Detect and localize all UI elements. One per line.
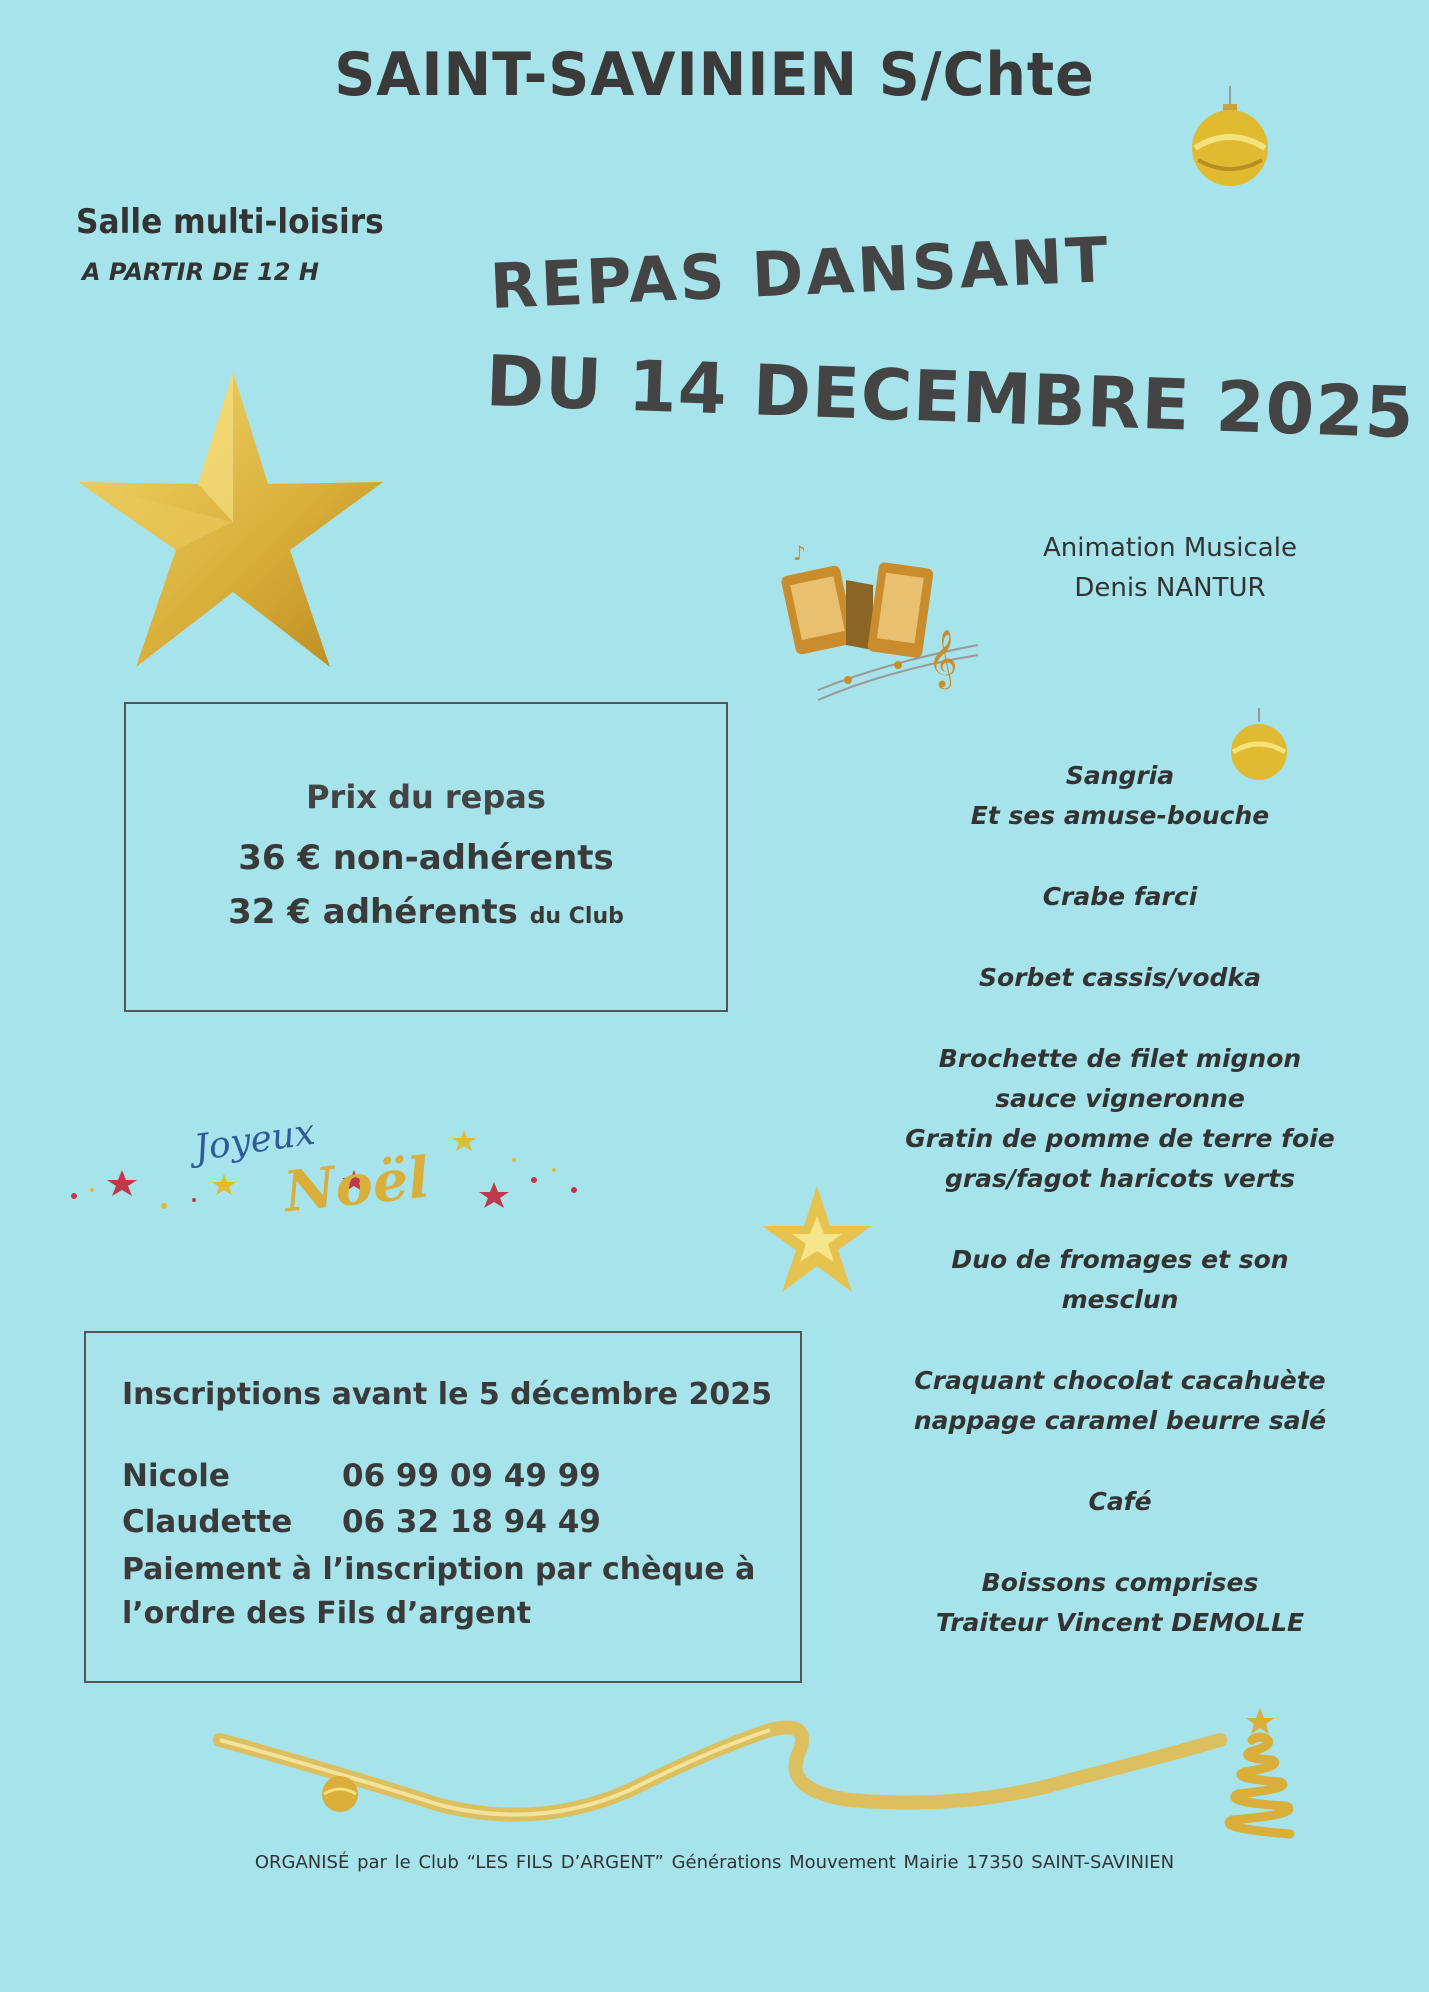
menu-item	[840, 1563, 1400, 1643]
menu-item	[840, 1482, 1400, 1522]
contact-row	[122, 1504, 800, 1540]
ribbon-icon	[210, 1710, 1230, 1840]
menu-line: Crabe farci	[1042, 882, 1198, 911]
gold-star-icon	[78, 372, 388, 672]
menu-line: nappage caramel beurre salé	[913, 1406, 1327, 1435]
price-box	[124, 702, 728, 1012]
event-date: DU 14 DECEMBRE 2025	[484, 340, 1417, 455]
start-time: A PARTIR DE 12 H	[82, 258, 319, 286]
menu-line: Craquant chocolat cacahuète	[914, 1366, 1326, 1395]
menu-item	[840, 1361, 1400, 1441]
menu-item	[840, 877, 1400, 917]
joyeux-noel-greeting	[54, 1110, 594, 1240]
menu-line: sauce vigneronne	[995, 1084, 1245, 1113]
menu-item	[840, 1039, 1400, 1199]
price-members: 32 € adhérents	[228, 892, 518, 932]
menu-item	[840, 1240, 1400, 1320]
event-headline: REPAS DANSANT	[488, 222, 1113, 323]
christmas-ornament-icon	[1180, 86, 1280, 196]
contact-name: Claudette	[122, 1504, 293, 1540]
menu-item	[840, 958, 1400, 998]
contact-row	[122, 1458, 800, 1494]
greeting-joyeux: Joyeux	[191, 1111, 318, 1170]
price-title: Prix du repas	[306, 778, 546, 816]
registration-title: Inscriptions avant le 5 décembre 2025	[122, 1377, 772, 1412]
greeting-noel: Noël	[280, 1144, 433, 1226]
price-members-line	[126, 892, 726, 932]
menu-line: Café	[1088, 1487, 1152, 1516]
registration-box	[84, 1331, 802, 1683]
menu-line: Et ses amuse-bouche	[970, 801, 1270, 830]
menu-list	[840, 756, 1400, 1684]
contact-name: Nicole	[122, 1458, 230, 1494]
menu-line: Gratin de pomme de terre foie	[905, 1124, 1335, 1153]
menu-line: mesclun	[1061, 1285, 1179, 1314]
music-info	[1000, 528, 1340, 608]
price-non-members: 36 € non-adhérents	[238, 838, 614, 878]
music-artist: Denis NANTUR	[1074, 573, 1266, 603]
svg-text:𝄞: 𝄞	[928, 629, 958, 687]
menu-line: Sangria	[1065, 761, 1175, 790]
music-title: Animation Musicale	[1043, 533, 1297, 563]
page-title: SAINT-SAVINIEN S/Chte	[334, 40, 1095, 110]
menu-item	[840, 756, 1400, 836]
contact-phone: 06 99 09 49 99	[342, 1458, 601, 1494]
menu-line: Duo de fromages et son	[951, 1245, 1289, 1274]
menu-line: gras/fagot haricots verts	[944, 1164, 1296, 1193]
price-members-suffix: du Club	[529, 904, 624, 929]
accordion-icon	[778, 540, 988, 710]
contact-phone: 06 32 18 94 49	[342, 1504, 601, 1540]
payment-info: Paiement à l’inscription par chèque à l’ordre des Fils d’argent	[122, 1552, 756, 1631]
menu-line: Traiteur Vincent DEMOLLE	[935, 1608, 1305, 1637]
svg-text:♪: ♪	[793, 541, 806, 565]
menu-line: Boissons comprises	[981, 1568, 1259, 1597]
organizer-footer: ORGANISÉ par le Club “LES FILS D’ARGENT” Générations Mouvement Mairie 17350 SAINT-SAVINIEN	[254, 1852, 1175, 1873]
venue-label: Salle multi-loisirs	[76, 202, 384, 242]
christmas-tree-icon	[1210, 1706, 1310, 1846]
menu-line: Sorbet cassis/vodka	[979, 963, 1261, 992]
menu-line: Brochette de filet mignon	[938, 1044, 1302, 1073]
